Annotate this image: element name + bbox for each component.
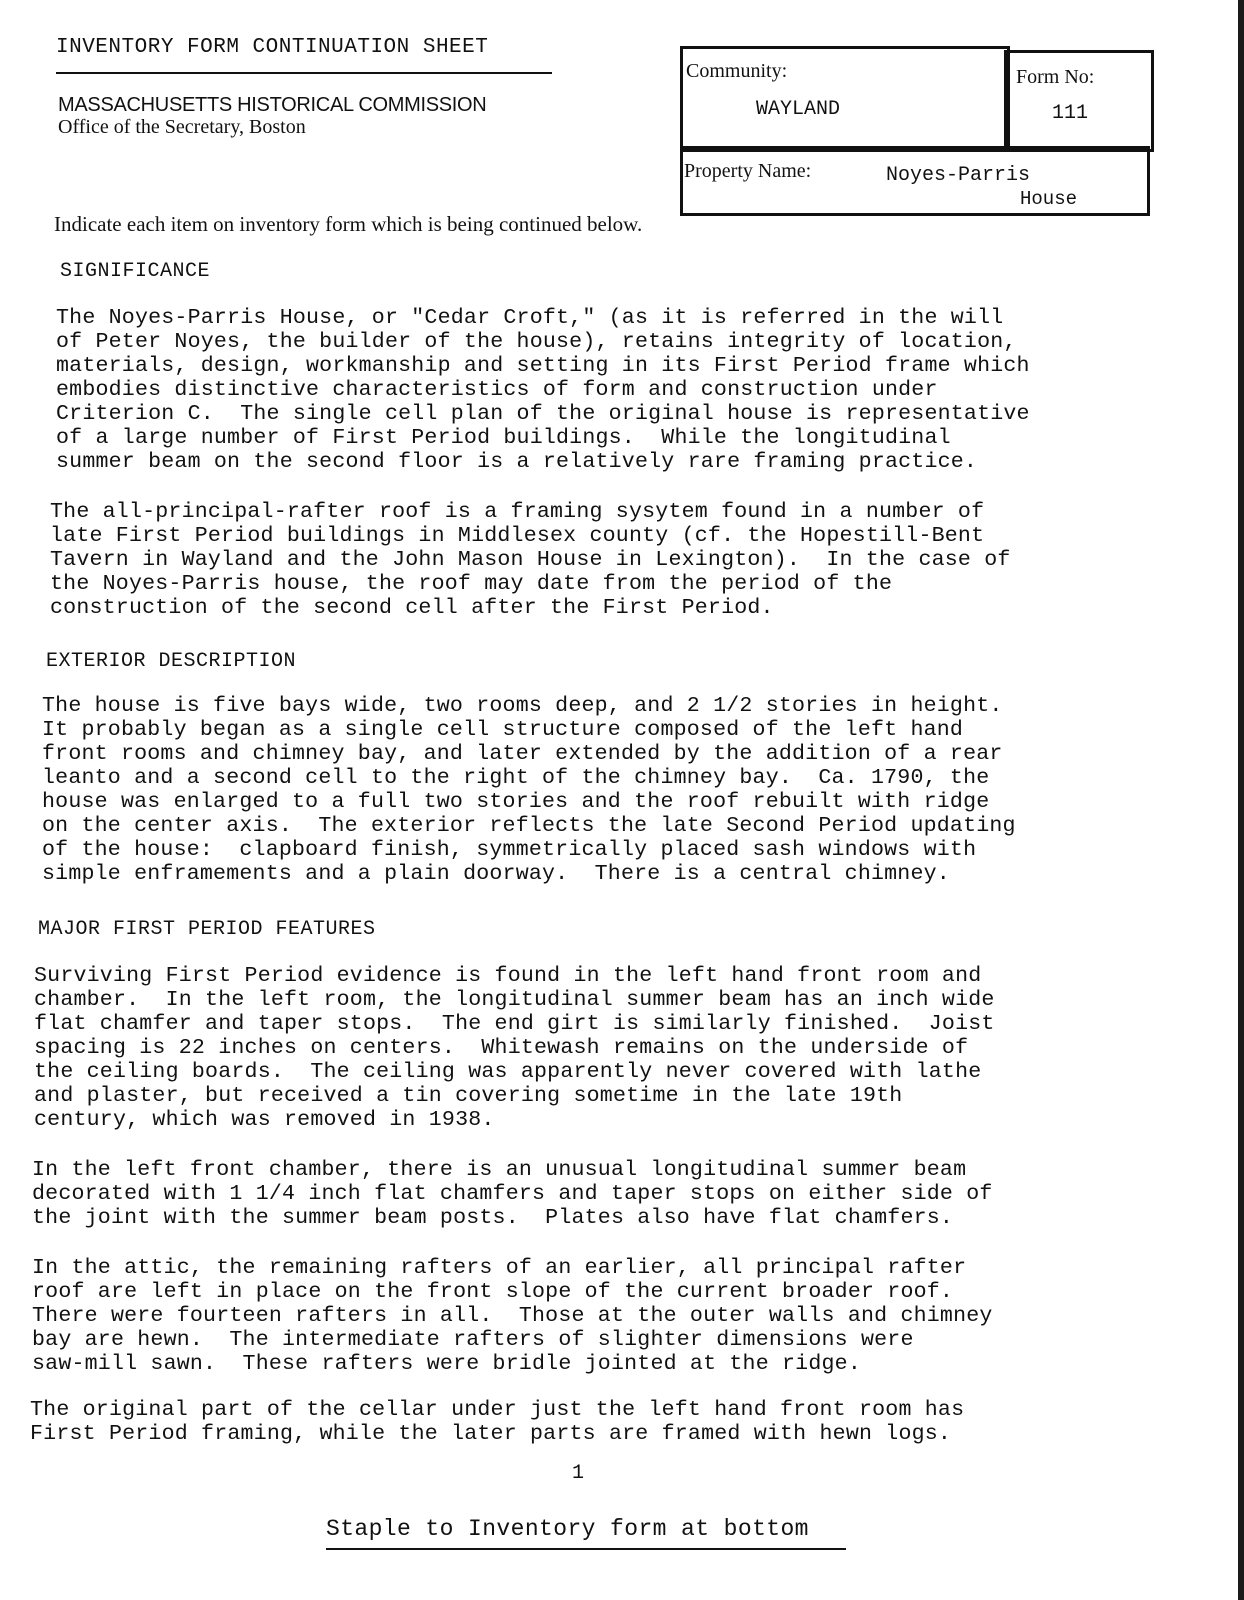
features-paragraph-3: In the attic, the remaining rafters of an earlier, all principal rafter roof are left in place on the front slope of the current broader roof. There were fourteen rafters in all. Those at the outer walls and chimney bay are hewn. The intermediate rafters of slighter dimensions were saw-mill sawn. These rafters were bridle jointed at the ridge. — [32, 1256, 993, 1376]
property-name-label: Property Name: — [684, 160, 812, 182]
title-underline — [56, 72, 552, 74]
form-no-label: Form No: — [1016, 66, 1095, 88]
staple-note-underline — [326, 1548, 846, 1550]
features-paragraph-1: Surviving First Period evidence is found in the left hand front room and chamber. In the left room, the longitudinal summer beam has an inch wide flat chamfer and taper stops. The end girt is similarly finished. Joist spacing is 22 inches on centers. Whitewash remains on the underside of the ceiling boards. The ceiling was apparently never covered with lathe and plaster, but received a tin covering sometime in the late 19th century, which was removed in 1938. — [34, 964, 995, 1132]
features-paragraph-2: In the left front chamber, there is an unusual longitudinal summer beam decorated with 1 1/4 inch flat chamfers and taper stops on either side of the joint with the summer beam posts. Plates also have flat chamfers. — [32, 1158, 993, 1230]
significance-paragraph-2: The all-principal-rafter roof is a framing sysytem found in a number of late First Period buildings in Middlesex county (cf. the Hopestill-Bent Tavern in Wayland and the John Mason House in Lexington). In the case of the Noyes-Parris house, the roof may date from the period of the construction of the second cell after the First Period. — [50, 500, 1011, 620]
community-value: WAYLAND — [756, 98, 841, 121]
scan-edge — [1238, 0, 1244, 1600]
community-label: Community: — [686, 60, 788, 82]
features-paragraph-4: The original part of the cellar under just the left hand front room has First Period framing, while the later parts are framed with hewn logs. — [30, 1398, 965, 1446]
heading-significance: SIGNIFICANCE — [60, 260, 211, 283]
heading-major-first-period-features: MAJOR FIRST PERIOD FEATURES — [38, 918, 376, 941]
staple-note: Staple to Inventory form at bottom — [326, 1516, 809, 1542]
form-no-value: 111 — [1052, 102, 1089, 125]
significance-paragraph-1: The Noyes-Parris House, or "Cedar Croft," (as it is referred in the will of Peter Noyes, the builder of the house), retains integrity of location, materials, design, workmanship and setting in its First Period frame which embodies distinctive characteristics of form and construction under Criterion C. The single cell plan of the original house is representative of a large number of First Period buildings. While the longitudinal summer beam on the second floor is a relatively rare framing practice. — [56, 306, 1030, 474]
property-name-value: Noyes-Parris — [886, 164, 1031, 187]
commission-name: MASSACHUSETTS HISTORICAL COMMISSION — [58, 94, 487, 116]
page-number: 1 — [572, 1462, 585, 1485]
office-line: Office of the Secretary, Boston — [58, 116, 306, 138]
exterior-paragraph-1: The house is five bays wide, two rooms deep, and 2 1/2 stories in height. It probably began as a single cell structure composed of the left hand front rooms and chimney bay, and later extended by the addition of a rear leanto and a second cell to the right of the chimney bay. Ca. 1790, the house was enlarged to a full two stories and the roof rebuilt with ridge on the center axis. The exterior reflects the late Second Period updating of the house: clapboard finish, symmetrically placed sash windows with simple enframements and a plain doorway. There is a central chimney. — [42, 694, 1016, 886]
form-title: INVENTORY FORM CONTINUATION SHEET — [56, 36, 489, 59]
instruction-line: Indicate each item on inventory form which is being continued below. — [54, 212, 643, 236]
property-name-value-line2: House — [1020, 188, 1078, 210]
heading-exterior-description: EXTERIOR DESCRIPTION — [46, 650, 297, 673]
